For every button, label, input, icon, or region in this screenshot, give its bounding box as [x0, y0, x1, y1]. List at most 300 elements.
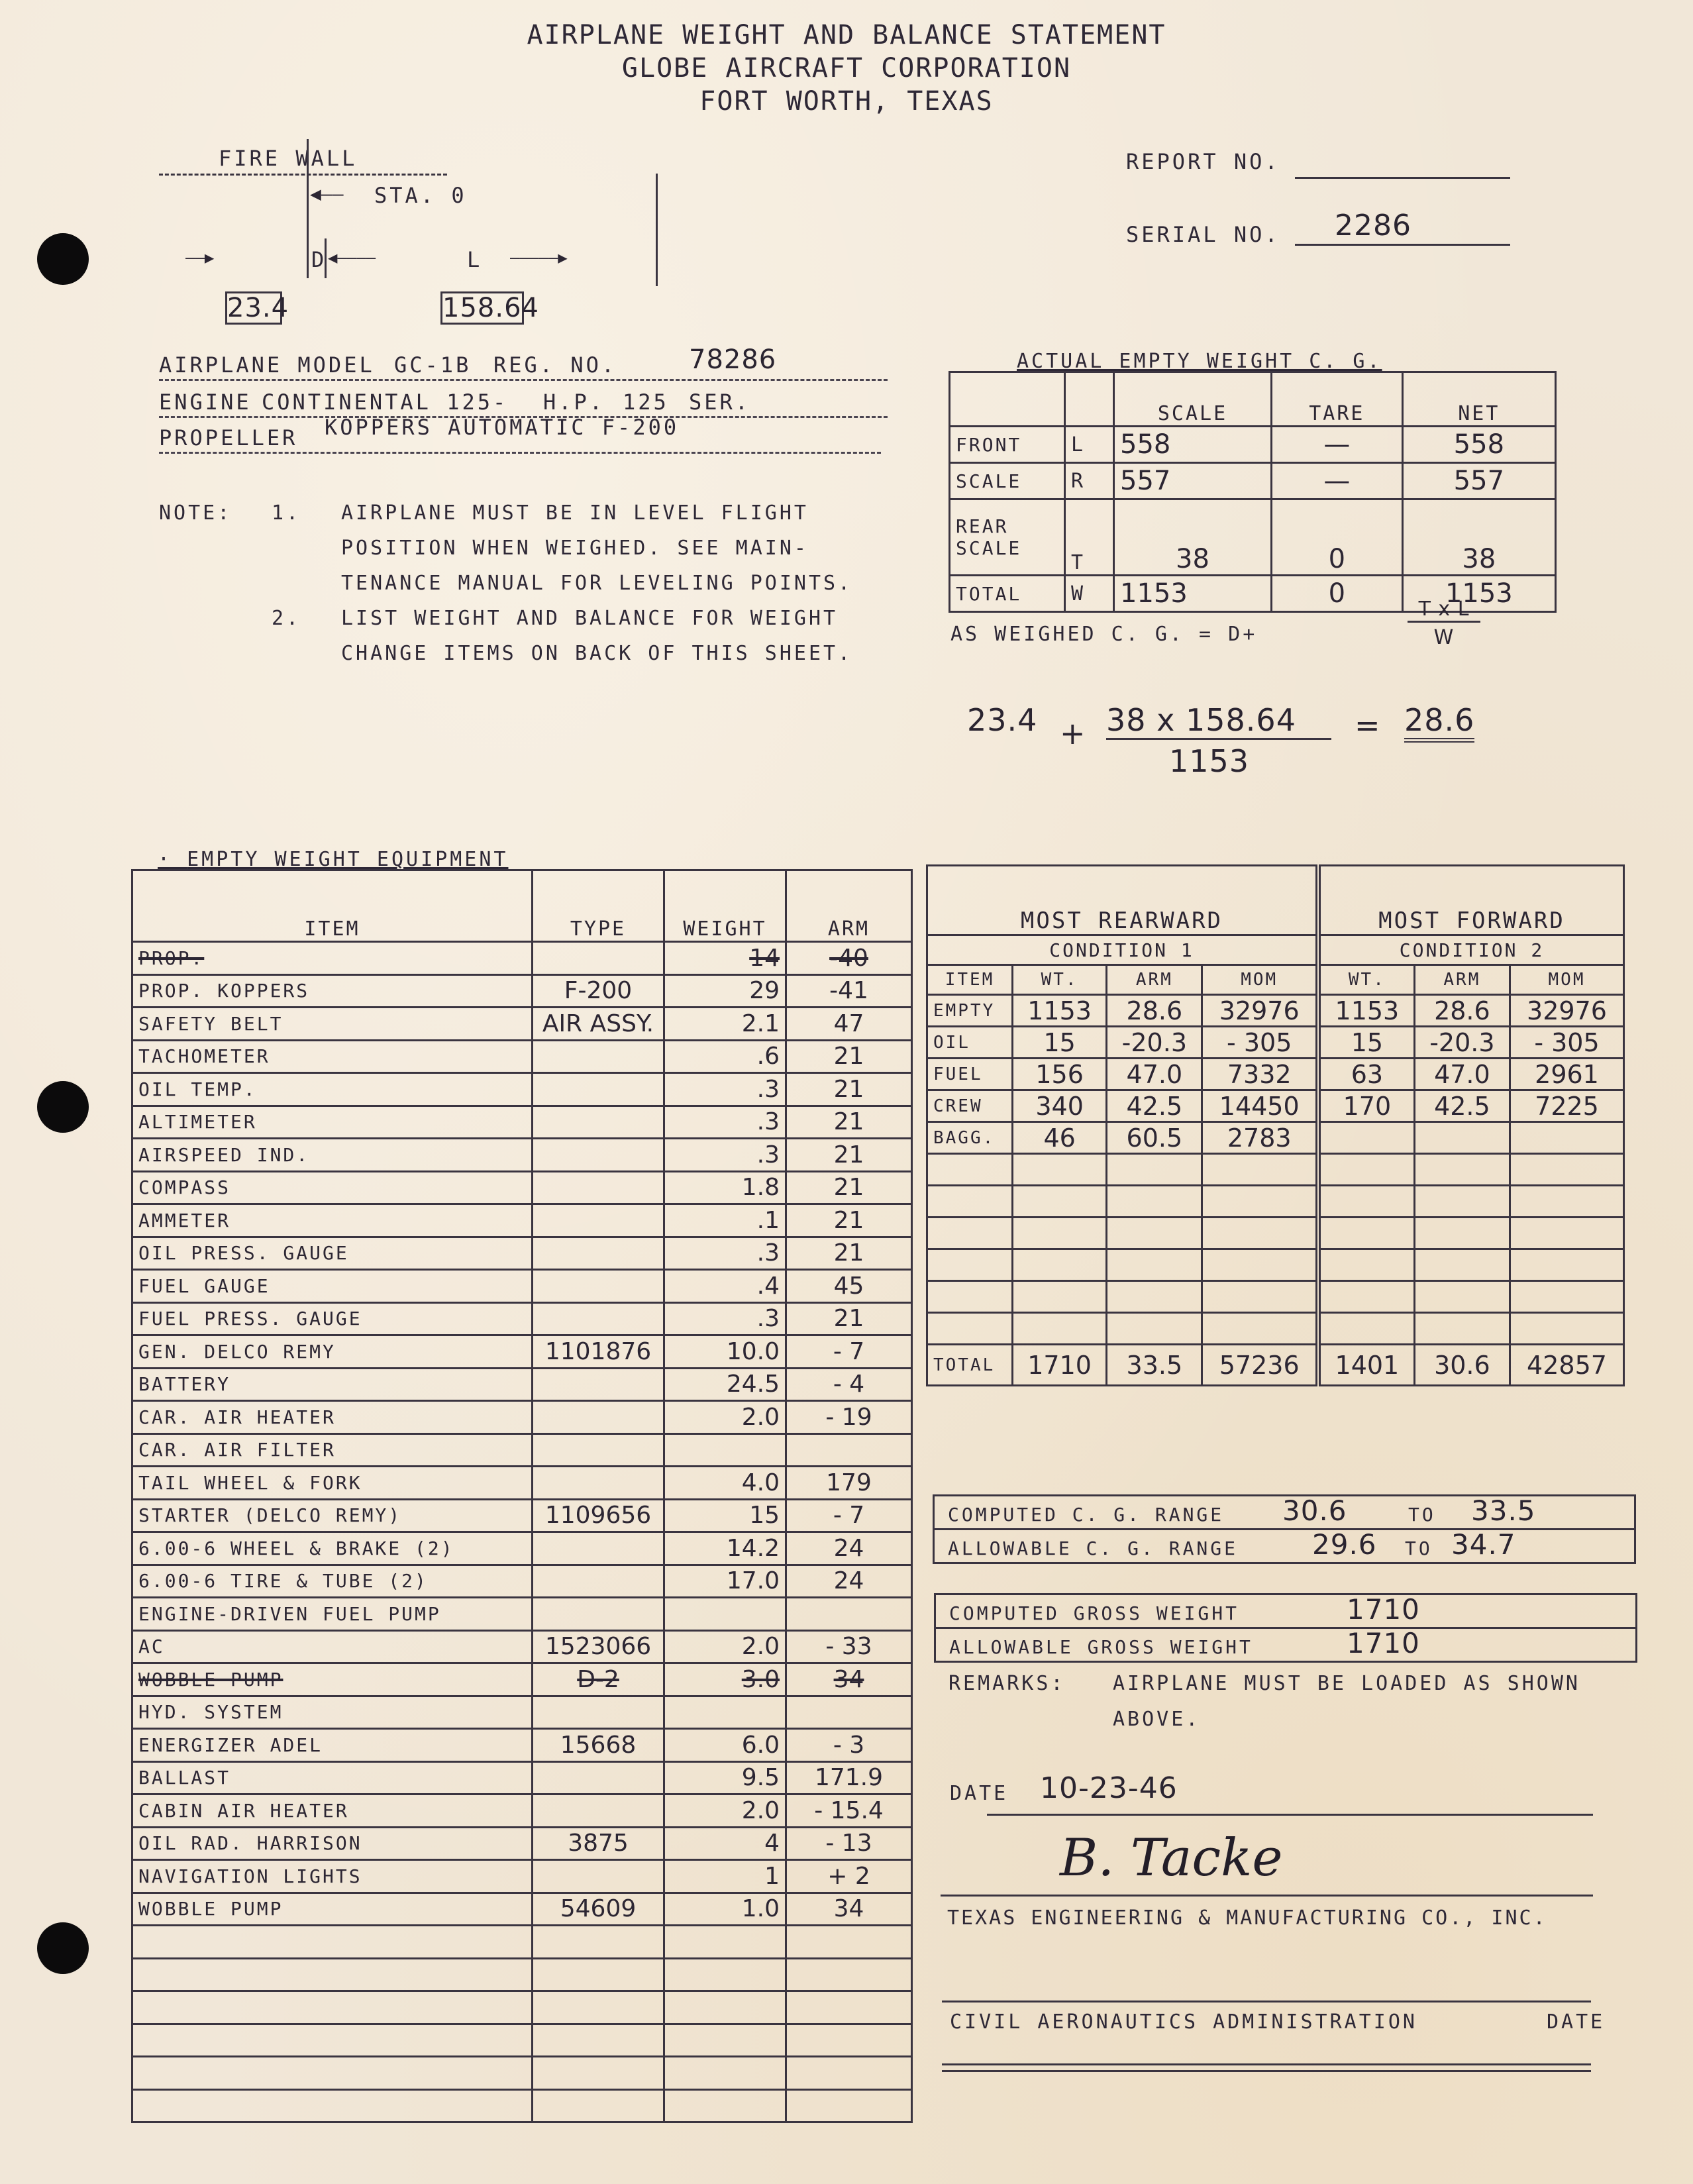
ser-label: SER. — [689, 390, 751, 415]
item-name: CABIN AIR HEATER — [132, 1794, 533, 1828]
arm-condition-2 — [1414, 1218, 1510, 1249]
table-row — [132, 1368, 912, 1401]
load-item: BAGG. — [927, 1122, 1013, 1154]
item-name: STARTER (DELCO REMY) — [132, 1499, 533, 1532]
formula-denominator: W — [1433, 626, 1455, 649]
company-location: FORT WORTH, TEXAS — [699, 86, 994, 117]
moment-condition-1: 57236 — [1202, 1345, 1318, 1386]
hp-value: 125 — [623, 390, 669, 415]
item-name: GEN. DELCO REMY — [132, 1335, 533, 1369]
condition-1-title: MOST REARWARD — [927, 866, 1318, 935]
arm-condition-1: 60.5 — [1107, 1122, 1202, 1154]
weight-condition-1: 46 — [1013, 1122, 1107, 1154]
allowable-cg-to: 34.7 — [1451, 1528, 1516, 1561]
serial-no-label: SERIAL NO. — [1126, 222, 1280, 247]
item-weight: .3 — [664, 1139, 786, 1172]
condition-2-title: MOST FORWARD — [1318, 866, 1624, 935]
item-arm — [786, 2089, 912, 2122]
arm-condition-1 — [1107, 1281, 1202, 1313]
arm-condition-1 — [1107, 1154, 1202, 1186]
column-header-item: ITEM — [132, 870, 533, 942]
column-header-tare: TARE — [1272, 372, 1403, 427]
item-weight — [664, 2089, 786, 2122]
row-label: REAR SCALE — [950, 499, 1065, 576]
item-weight: 9.5 — [664, 1761, 786, 1794]
item-type — [533, 1598, 664, 1631]
arm-condition-2: 42.5 — [1414, 1090, 1510, 1122]
moment-condition-2 — [1510, 1218, 1624, 1249]
weight-condition-2 — [1318, 1249, 1414, 1281]
total-row — [927, 1345, 1624, 1386]
item-name: AMMETER — [132, 1204, 533, 1237]
moment-condition-2: 42857 — [1510, 1345, 1624, 1386]
arm-condition-1 — [1107, 1313, 1202, 1345]
arm-condition-2: 30.6 — [1414, 1345, 1510, 1386]
date-value: 10-23-46 — [1040, 1771, 1178, 1805]
engine-value: CONTINENTAL 125- — [262, 390, 509, 415]
item-weight — [664, 1991, 786, 2024]
allowable-cg-from: 29.6 — [1312, 1528, 1377, 1561]
item-name — [132, 2057, 533, 2090]
allowable-gross-weight-value: 1710 — [1347, 1627, 1420, 1659]
item-arm: 21 — [786, 1040, 912, 1073]
item-name: PROP. KOPPERS — [132, 974, 533, 1008]
loading-conditions-table — [926, 864, 1625, 1386]
item-type — [533, 1958, 664, 1991]
weight-condition-1 — [1013, 1154, 1107, 1186]
table-row — [132, 1270, 912, 1303]
moment-condition-1 — [1202, 1281, 1318, 1313]
weight-condition-2 — [1318, 1281, 1414, 1313]
column-header: WT. — [1013, 965, 1107, 995]
item-arm: 21 — [786, 1073, 912, 1106]
station-diagram — [146, 126, 676, 338]
weight-condition-1 — [1013, 1249, 1107, 1281]
weight-condition-2 — [1318, 1122, 1414, 1154]
item-weight: 2.0 — [664, 1630, 786, 1663]
arm-condition-1: 42.5 — [1107, 1090, 1202, 1122]
arm-condition-2: 28.6 — [1414, 995, 1510, 1027]
item-type — [533, 1204, 664, 1237]
item-name: AIRSPEED IND. — [132, 1139, 533, 1172]
item-type — [533, 1139, 664, 1172]
note-1-line-2: POSITION WHEN WEIGHED. SEE MAIN- — [341, 537, 809, 560]
moment-condition-2 — [1510, 1313, 1624, 1345]
load-item — [927, 1218, 1013, 1249]
item-type — [533, 1433, 664, 1467]
load-item — [927, 1186, 1013, 1218]
computed-gross-weight-label: COMPUTED GROSS WEIGHT — [949, 1602, 1240, 1624]
calc-equals: = — [1355, 707, 1381, 743]
item-name: 6.00-6 TIRE & TUBE (2) — [132, 1565, 533, 1598]
l-value-box: 158.64 — [440, 291, 524, 325]
item-weight — [664, 2024, 786, 2057]
item-weight: 15 — [664, 1499, 786, 1532]
item-type — [533, 2057, 664, 2090]
moment-condition-2 — [1510, 1281, 1624, 1313]
table-row — [132, 1827, 912, 1860]
moment-condition-1 — [1202, 1186, 1318, 1218]
calc-d: 23.4 — [967, 702, 1038, 738]
item-weight — [664, 1598, 786, 1631]
moment-condition-2: 2961 — [1510, 1059, 1624, 1090]
item-arm — [786, 1958, 912, 1991]
weight-condition-2 — [1318, 1154, 1414, 1186]
formula-numerator: T x L — [1408, 598, 1480, 623]
arrow-right-icon: —————▶ — [510, 248, 568, 267]
scale-value: 38 — [1114, 499, 1272, 576]
item-type — [533, 1860, 664, 1893]
signatory-company: TEXAS ENGINEERING & MANUFACTURING CO., INC. — [947, 1906, 1547, 1930]
item-name: ENGINE-DRIVEN FUEL PUMP — [132, 1598, 533, 1631]
remarks-line-1: AIRPLANE MUST BE LOADED AS SHOWN — [1113, 1672, 1580, 1695]
arm-condition-1: -20.3 — [1107, 1027, 1202, 1059]
load-item: TOTAL — [927, 1345, 1013, 1386]
propeller-line — [159, 417, 881, 454]
weight-condition-2 — [1318, 1186, 1414, 1218]
item-weight — [664, 2057, 786, 2090]
item-arm: 45 — [786, 1270, 912, 1303]
moment-condition-1 — [1202, 1218, 1318, 1249]
item-type — [533, 1565, 664, 1598]
item-weight: 2.0 — [664, 1401, 786, 1434]
arm-condition-1: 28.6 — [1107, 995, 1202, 1027]
hp-label: H.P. — [543, 390, 605, 415]
item-arm: - 3 — [786, 1729, 912, 1762]
item-arm — [786, 1696, 912, 1729]
item-name: SAFETY BELT — [132, 1008, 533, 1041]
table-row — [132, 1467, 912, 1500]
item-arm: 24 — [786, 1532, 912, 1565]
item-arm: 179 — [786, 1467, 912, 1500]
row-sub: W — [1065, 576, 1114, 612]
table-row — [132, 1433, 912, 1467]
propeller-value: KOPPERS AUTOMATIC F-200 — [325, 415, 680, 440]
item-name — [132, 1991, 533, 2024]
item-arm: -40 — [786, 942, 912, 975]
scale-value: 557 — [1114, 463, 1272, 499]
weight-condition-2: 1401 — [1318, 1345, 1414, 1386]
item-weight: 17.0 — [664, 1565, 786, 1598]
table-row — [132, 1237, 912, 1270]
item-arm: 21 — [786, 1237, 912, 1270]
item-type — [533, 1467, 664, 1500]
moment-condition-1: 2783 — [1202, 1122, 1318, 1154]
table-row — [927, 1154, 1624, 1186]
item-arm — [786, 2057, 912, 2090]
item-arm — [786, 1926, 912, 1959]
table-row — [927, 995, 1624, 1027]
item-type — [533, 1926, 664, 1959]
caa-label: CIVIL AERONAUTICS ADMINISTRATION — [950, 2010, 1417, 2034]
binder-hole-bottom — [37, 1922, 89, 1974]
item-weight: 4.0 — [664, 1467, 786, 1500]
header-row — [927, 965, 1624, 995]
table-row — [132, 1663, 912, 1696]
cg-formula — [950, 598, 1470, 649]
item-type — [533, 2024, 664, 2057]
moment-condition-2 — [1510, 1154, 1624, 1186]
moment-condition-1 — [1202, 1249, 1318, 1281]
item-arm: 21 — [786, 1204, 912, 1237]
item-name: HYD. SYSTEM — [132, 1696, 533, 1729]
table-row — [132, 1532, 912, 1565]
moment-condition-2 — [1510, 1186, 1624, 1218]
row-label: TOTAL — [950, 576, 1065, 612]
equipment-table — [131, 869, 913, 2123]
item-type — [533, 1237, 664, 1270]
item-arm — [786, 1991, 912, 2024]
caa-date-label: DATE — [1547, 2010, 1606, 2034]
arm-condition-2 — [1414, 1249, 1510, 1281]
calc-result: 28.6 — [1404, 702, 1474, 743]
item-type — [533, 1073, 664, 1106]
arm-condition-2 — [1414, 1186, 1510, 1218]
calc-numerator: 38 x 158.64 — [1106, 702, 1331, 740]
computed-cg-range-label: COMPUTED C. G. RANGE — [948, 1504, 1225, 1526]
airplane-model-label: AIRPLANE MODEL — [159, 352, 375, 378]
computed-cg-from: 30.6 — [1282, 1494, 1347, 1527]
item-arm: - 4 — [786, 1368, 912, 1401]
moment-condition-1: - 305 — [1202, 1027, 1318, 1059]
equipment-title-text: EMPTY WEIGHT EQUIPMENT — [187, 848, 509, 871]
item-type: AIR ASSY. — [533, 1008, 664, 1041]
table-row — [132, 1008, 912, 1041]
item-type — [533, 2089, 664, 2122]
arm-condition-2: 47.0 — [1414, 1059, 1510, 1090]
moment-condition-1: 7332 — [1202, 1059, 1318, 1090]
item-arm: 21 — [786, 1139, 912, 1172]
arm-condition-2 — [1414, 1313, 1510, 1345]
table-row — [132, 1335, 912, 1369]
item-name: WOBBLE PUMP — [132, 1663, 533, 1696]
table-row — [927, 1027, 1624, 1059]
computed-cg-to: 33.5 — [1471, 1494, 1536, 1527]
empty-weight-cg-table — [949, 371, 1557, 613]
column-header: MOM — [1510, 965, 1624, 995]
item-name: BALLAST — [132, 1761, 533, 1794]
reg-no-label: REG. NO. — [493, 352, 617, 378]
item-arm: - 7 — [786, 1335, 912, 1369]
signature: B. Tacke — [1060, 1828, 1283, 1888]
note-1-line-3: TENANCE MANUAL FOR LEVELING POINTS. — [341, 572, 853, 595]
item-type — [533, 1532, 664, 1565]
item-weight: .1 — [664, 1204, 786, 1237]
item-arm: - 33 — [786, 1630, 912, 1663]
weight-condition-2 — [1318, 1218, 1414, 1249]
arrow-right-icon: ——▶ — [185, 248, 215, 267]
row-label: FRONT — [950, 427, 1065, 463]
remarks — [949, 1666, 1580, 1731]
allowable-cg-range-row — [935, 1530, 1634, 1562]
item-type — [533, 1040, 664, 1073]
arm-condition-1: 47.0 — [1107, 1059, 1202, 1090]
item-name: OIL PRESS. GAUGE — [132, 1237, 533, 1270]
table-row — [950, 499, 1556, 576]
item-type — [533, 1401, 664, 1434]
weight-condition-1 — [1013, 1281, 1107, 1313]
table-row — [132, 1139, 912, 1172]
table-row — [132, 2024, 912, 2057]
net-value: 38 — [1402, 499, 1555, 576]
item-arm — [786, 1433, 912, 1467]
item-type — [533, 1270, 664, 1303]
column-header-type: TYPE — [533, 870, 664, 942]
item-weight: 2.0 — [664, 1794, 786, 1828]
weight-condition-1: 1153 — [1013, 995, 1107, 1027]
item-arm: 171.9 — [786, 1761, 912, 1794]
tare-value: — — [1272, 427, 1403, 463]
weight-condition-1: 156 — [1013, 1059, 1107, 1090]
item-name: CAR. AIR HEATER — [132, 1401, 533, 1434]
column-header: ITEM — [927, 965, 1013, 995]
item-weight: 2.1 — [664, 1008, 786, 1041]
document-title: AIRPLANE WEIGHT AND BALANCE STATEMENT — [527, 20, 1166, 50]
item-type: F-200 — [533, 974, 664, 1008]
weight-condition-1 — [1013, 1218, 1107, 1249]
table-row — [132, 1040, 912, 1073]
item-weight: 1 — [664, 1860, 786, 1893]
item-type — [533, 1696, 664, 1729]
computed-cg-to-label: TO — [1408, 1504, 1436, 1526]
tare-value: — — [1272, 463, 1403, 499]
allowable-cg-range-label: ALLOWABLE C. G. RANGE — [948, 1537, 1239, 1559]
arrow-left-icon: ◀———— — [328, 248, 376, 267]
table-row — [132, 2057, 912, 2090]
table-row — [132, 1106, 912, 1139]
item-arm: - 7 — [786, 1499, 912, 1532]
moment-condition-2: 32976 — [1510, 995, 1624, 1027]
item-arm: 21 — [786, 1106, 912, 1139]
load-item — [927, 1249, 1013, 1281]
binder-hole-middle — [37, 1081, 89, 1133]
item-arm: 47 — [786, 1008, 912, 1041]
row-label: SCALE — [950, 463, 1065, 499]
cg-range-box — [933, 1494, 1636, 1564]
item-arm: - 13 — [786, 1827, 912, 1860]
item-type — [533, 1106, 664, 1139]
weight-condition-1 — [1013, 1186, 1107, 1218]
item-weight: 14.2 — [664, 1532, 786, 1565]
table-row — [132, 1598, 912, 1631]
table-row — [132, 1860, 912, 1893]
item-arm: - 19 — [786, 1401, 912, 1434]
item-weight: .3 — [664, 1106, 786, 1139]
item-name — [132, 2089, 533, 2122]
d-value-box: 23.4 — [225, 291, 282, 325]
arm-condition-1 — [1107, 1249, 1202, 1281]
item-weight: 29 — [664, 974, 786, 1008]
note-1-line-1: AIRPLANE MUST BE IN LEVEL FLIGHT — [341, 501, 809, 525]
table-row — [132, 1171, 912, 1204]
item-name: FUEL GAUGE — [132, 1270, 533, 1303]
item-name: WOBBLE PUMP — [132, 1893, 533, 1926]
weight-condition-2: 15 — [1318, 1027, 1414, 1059]
net-value: 557 — [1402, 463, 1555, 499]
computed-cg-range-row — [935, 1496, 1634, 1530]
table-row — [132, 1565, 912, 1598]
table-row — [132, 942, 912, 975]
item-name: FUEL PRESS. GAUGE — [132, 1302, 533, 1335]
load-item — [927, 1281, 1013, 1313]
arm-condition-2: -20.3 — [1414, 1027, 1510, 1059]
table-row — [927, 1186, 1624, 1218]
item-name: 6.00-6 WHEEL & BRAKE (2) — [132, 1532, 533, 1565]
table-row — [132, 1204, 912, 1237]
item-name: PROP. — [132, 942, 533, 975]
item-name: ENERGIZER ADEL — [132, 1729, 533, 1762]
item-arm: 21 — [786, 1171, 912, 1204]
table-row — [132, 1958, 912, 1991]
item-arm: 34 — [786, 1893, 912, 1926]
column-header: ARM — [1107, 965, 1202, 995]
item-name: AC — [132, 1630, 533, 1663]
item-weight — [664, 1696, 786, 1729]
item-weight: 3.0 — [664, 1663, 786, 1696]
item-weight: .3 — [664, 1302, 786, 1335]
item-arm: 34 — [786, 1663, 912, 1696]
weight-condition-1: 340 — [1013, 1090, 1107, 1122]
airplane-model-value: GC-1B — [394, 352, 472, 378]
weight-condition-1 — [1013, 1313, 1107, 1345]
table-row — [132, 2089, 912, 2122]
table-row — [132, 1761, 912, 1794]
report-no-field — [1295, 174, 1510, 179]
item-name: ALTIMETER — [132, 1106, 533, 1139]
item-name: TAIL WHEEL & FORK — [132, 1467, 533, 1500]
note-2-line-1: LIST WEIGHT AND BALANCE FOR WEIGHT — [341, 607, 839, 630]
row-sub: R — [1065, 463, 1114, 499]
scale-value: 558 — [1114, 427, 1272, 463]
table-row — [927, 1313, 1624, 1345]
item-weight: 4 — [664, 1827, 786, 1860]
table-row — [132, 1696, 912, 1729]
table-row — [927, 1218, 1624, 1249]
empty-weight-cg-title: ACTUAL EMPTY WEIGHT C. G. — [1017, 350, 1382, 373]
table-row — [132, 1401, 912, 1434]
gross-weight-box — [934, 1593, 1637, 1663]
column-header: ARM — [1414, 965, 1510, 995]
arm-condition-2 — [1414, 1154, 1510, 1186]
computed-gross-weight-value: 1710 — [1347, 1593, 1420, 1626]
item-type: 1101876 — [533, 1335, 664, 1369]
table-row — [927, 1122, 1624, 1154]
load-item — [927, 1313, 1013, 1345]
table-row — [927, 1090, 1624, 1122]
item-weight: 10.0 — [664, 1335, 786, 1369]
weight-condition-2: 63 — [1318, 1059, 1414, 1090]
item-type: D-2 — [533, 1663, 664, 1696]
calc-denominator: 1153 — [1169, 743, 1250, 779]
item-weight: 1.8 — [664, 1171, 786, 1204]
engine-label: ENGINE — [159, 390, 252, 415]
column-header-scale: SCALE — [1114, 372, 1272, 427]
moment-condition-2: - 305 — [1510, 1027, 1624, 1059]
item-name: CAR. AIR FILTER — [132, 1433, 533, 1467]
calc-plus: + — [1060, 715, 1086, 751]
d-label: D — [311, 247, 327, 272]
item-weight: .3 — [664, 1237, 786, 1270]
company-name: GLOBE AIRCRAFT CORPORATION — [621, 53, 1072, 83]
table-row — [950, 427, 1556, 463]
item-type: 15668 — [533, 1729, 664, 1762]
report-no-label: REPORT NO. — [1126, 149, 1280, 174]
table-row — [132, 1073, 912, 1106]
column-header: WT. — [1318, 965, 1414, 995]
item-weight — [664, 1433, 786, 1467]
item-name — [132, 1926, 533, 1959]
arm-condition-2 — [1414, 1281, 1510, 1313]
